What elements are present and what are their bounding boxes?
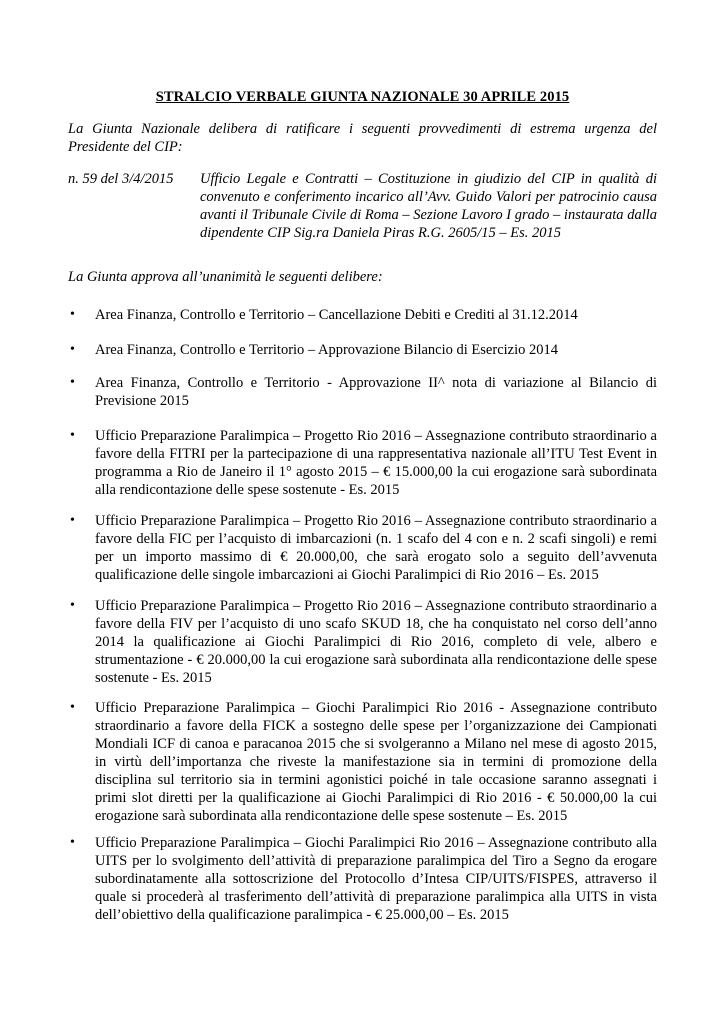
document-title: STRALCIO VERBALE GIUNTA NAZIONALE 30 APRILE 2015 [155, 89, 570, 105]
bullet-icon: • [70, 700, 75, 715]
bullet-icon: • [70, 513, 75, 528]
provvedimento-text: Ufficio Legale e Contratti – Costituzione in giudizio del CIP in qualità di convenuto e conferimento incarico all’Avv. Guido Valori per patrocinio causa avanti il Tribunale Civile di Roma – Sezione Lavoro I grado – instaurata dalla dipendente CIP Sig.ra Daniela Piras R.G. 2605/15 – Es. 2015 [200, 171, 657, 241]
deliberation-text: Ufficio Preparazione Paralimpica – Progetto Rio 2016 – Assegnazione contributo straordinario a favore della FIC per l’acquisto di imbarcazioni (n. 1 scafo del 4 con e n. 2 scafi singoli) e remi per un importo massimo di € 20.000,00, che sarà erogato solo a seguito dell’avvenuta qualificazione delle singole imbarcazioni ai Giochi Paralimpici di Rio 2016 – Es. 2015 [95, 513, 657, 583]
deliberation-text: Area Finanza, Controllo e Territorio – Approvazione Bilancio di Esercizio 2014 [95, 342, 558, 358]
deliberation-text: Ufficio Preparazione Paralimpica – Giochi Paralimpici Rio 2016 – Assegnazione contributo alla UITS per lo svolgimento dell’attività di preparazione paralimpica del Tiro a Segno da erogare subordinatamente alla sottoscrizione del Protocollo d’Intesa CIP/UITS/FISPES, attraverso il quale si procederà al trasferimento dell’attività di preparazione paralimpica alla UITS in vista dell’obiettivo della qualificazione paralimpica - € 25.000,00 – Es. 2015 [95, 835, 657, 923]
deliberation-text: Ufficio Preparazione Paralimpica – Progetto Rio 2016 – Assegnazione contributo straordinario a favore della FITRI per la partecipazione di una rappresentativa nazionale all’ITU Test Event in programma a Rio de Janeiro il 1° agosto 2015 – € 15.000,00 la cui erogazione sarà subordinata alla rendicontazione delle spese sostenute - Es. 2015 [95, 428, 657, 498]
bullet-icon: • [70, 375, 75, 390]
bullet-icon: • [70, 307, 75, 322]
bullet-icon: • [70, 428, 75, 443]
provvedimento-number: n. 59 del 3/4/2015 [68, 171, 174, 187]
bullet-icon: • [70, 835, 75, 850]
bullet-icon: • [70, 342, 75, 357]
deliberation-text: Area Finanza, Controllo e Territorio - Approvazione II^ nota di variazione al Bilancio di Previsione 2015 [95, 375, 657, 409]
bullet-icon: • [70, 598, 75, 613]
intro-paragraph: La Giunta Nazionale delibera di ratificare i seguenti provvedimenti di estrema urgenza del Presidente del CIP: [68, 121, 657, 155]
deliberation-text: Area Finanza, Controllo e Territorio – Cancellazione Debiti e Crediti al 31.12.2014 [95, 307, 578, 323]
deliberation-text: Ufficio Preparazione Paralimpica – Progetto Rio 2016 – Assegnazione contributo straordinario a favore della FIV per l’acquisto di uno scafo SKUD 18, che ha conquistato nel corso dell’anno 2014 la qualificazione ai Giochi Paralimpici di Rio 2016, completo di vele, albero e strumentazione - € 20.000,00 la cui erogazione sarà subordinata alla rendicontazione delle spese sostenute - Es. 2015 [95, 598, 657, 686]
deliberation-text: Ufficio Preparazione Paralimpica – Giochi Paralimpici Rio 2016 - Assegnazione contributo straordinario a favore della FICK a sostegno delle spese per l’organizzazione dei Campionati Mondiali ICF di canoa e paracanoa 2015 che si svolgeranno a Milano nel mese di agosto 2015, in virtù dell’importanza che riveste la manifestazione sia in termini di promozione della disciplina sul territorio sia in termini agonistici poiché in tale occasione saranno assegnati i primi slot diretti per la qualificazione ai Giochi Paralimpici di Rio 2016 - € 50.000,00 la cui erogazione sarà subordinata alla rendicontazione delle spese sostenute – Es. 2015 [95, 700, 657, 824]
approval-intro: La Giunta approva all’unanimità le seguenti delibere: [68, 269, 383, 285]
